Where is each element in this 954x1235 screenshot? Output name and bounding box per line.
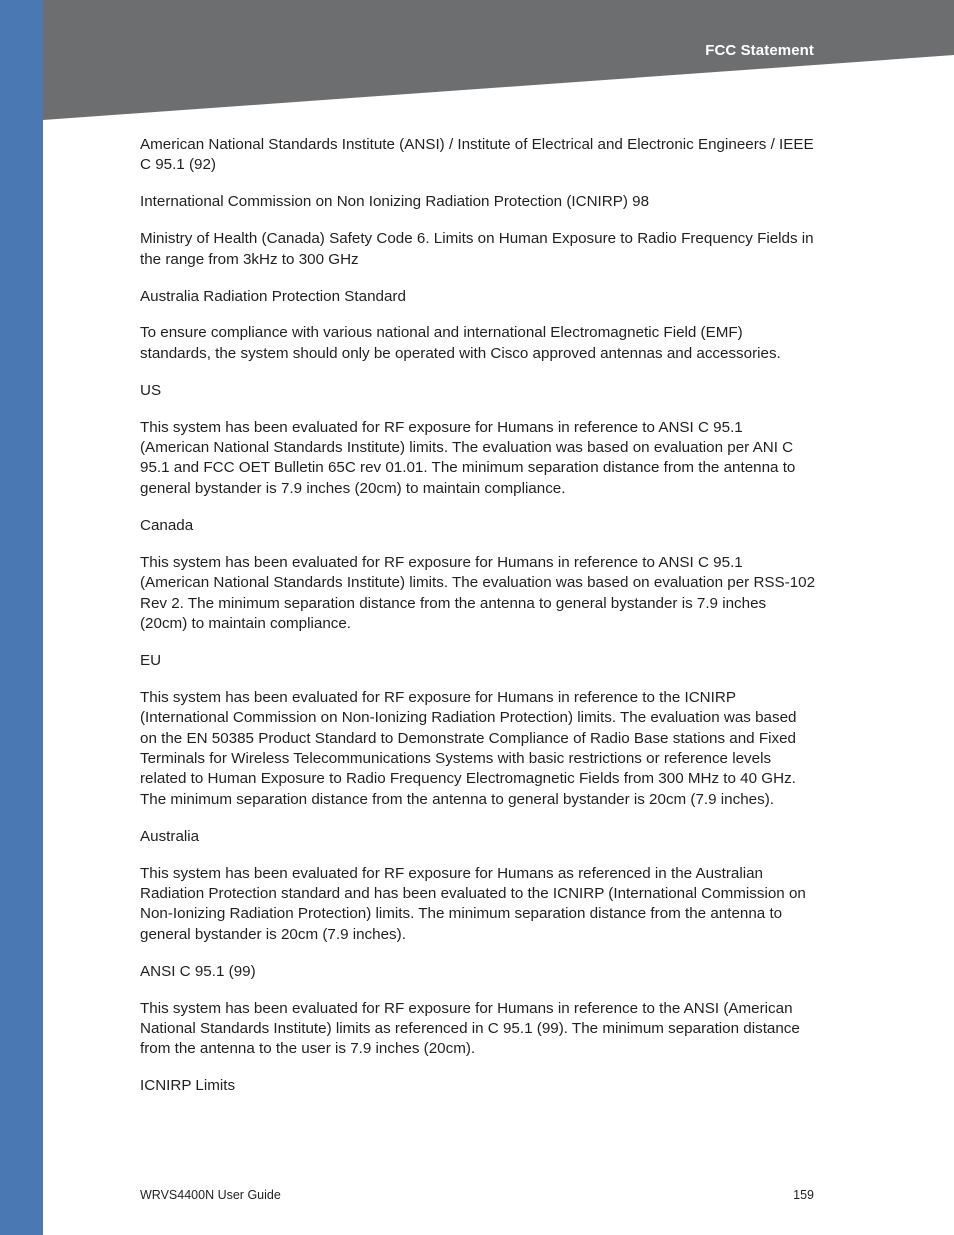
header-band — [43, 0, 954, 122]
paragraph: American National Standards Institute (ANSI) / Institute of Electrical and Electronic Engineers / IEEE C 95.1 (92) — [140, 136, 814, 174]
paragraph: This system has been evaluated for RF exposure for Humans in reference to the ANSI (American National Standards Institute) limits as referenced in C 95.1 (99). The minimum separation distance from the antenna to the user is 7.9 inches (20cm). — [140, 999, 800, 1058]
paragraph: To ensure compliance with various national and international Electromagnetic Field (EMF) standards, the system should only be operated with Cisco approved antennas and accessories. — [140, 324, 781, 362]
paragraph: International Commission on Non Ionizing Radiation Protection (ICNIRP) 98 — [140, 193, 650, 211]
paragraph: Ministry of Health (Canada) Safety Code 6. Limits on Human Exposure to Radio Frequency Fields in the range from 3kHz to 300 GHz — [140, 230, 814, 268]
paragraph: This system has been evaluated for RF exposure for Humans in reference to ANSI C 95.1 (American National Standards Institute) limits. The evaluation was based on evaluation per ANI C 95.1 and FCC OET Bulletin 65C rev 01.01. The minimum separation distance from the antenna to general bystander is 7.9 inches (20cm) to maintain compliance. — [140, 418, 796, 497]
subheading-ansi: ANSI C 95.1 (99) — [140, 962, 256, 980]
left-accent-bar — [0, 0, 43, 1235]
footer-page-number: 159 — [793, 1188, 814, 1202]
footer-guide-name: WRVS4400N User Guide — [140, 1188, 281, 1202]
subheading-australia: Australia — [140, 827, 200, 845]
subheading-us: US — [140, 381, 162, 399]
paragraph: This system has been evaluated for RF exposure for Humans in reference to ANSI C 95.1 (American National Standards Institute) limits. The evaluation was based on evaluation per RSS-102 Rev 2. The minimum separation distance from the antenna to general bystander is 7.9 inches (20cm) to maintain compliance. — [140, 553, 816, 632]
paragraph: Australia Radiation Protection Standard — [140, 287, 406, 305]
subheading-canada: Canada — [140, 516, 194, 534]
paragraph: This system has been evaluated for RF exposure for Humans as referenced in the Australian Radiation Protection standard and has been evaluated to the ICNIRP (International Commission on Non-Ionizing Radiation Protection) limits. The minimum separation distance from the antenna to general bystander is 20cm (7.9 inches). — [140, 864, 806, 943]
subheading-eu: EU — [140, 651, 162, 669]
section-title: FCC Statement — [705, 42, 814, 59]
subheading-icnirp: ICNIRP Limits — [140, 1077, 236, 1095]
paragraph: This system has been evaluated for RF exposure for Humans in reference to the ICNIRP (International Commission on Non-Ionizing Radiation Protection) limits. The evaluation was based on the EN 50385 Product Standard to Demonstrate Compliance of Radio Base stations and Fixed Terminals for Wireless Telecommunications Systems with basic restrictions or reference levels related to Human Exposure to Radio Frequency Electromagnetic Fields from 300 MHz to 40 GHz. The minimum separation distance from the antenna to general bystander is 20cm (7.9 inches). — [140, 688, 797, 808]
page-body — [140, 135, 816, 1113]
header-shape — [43, 0, 954, 122]
